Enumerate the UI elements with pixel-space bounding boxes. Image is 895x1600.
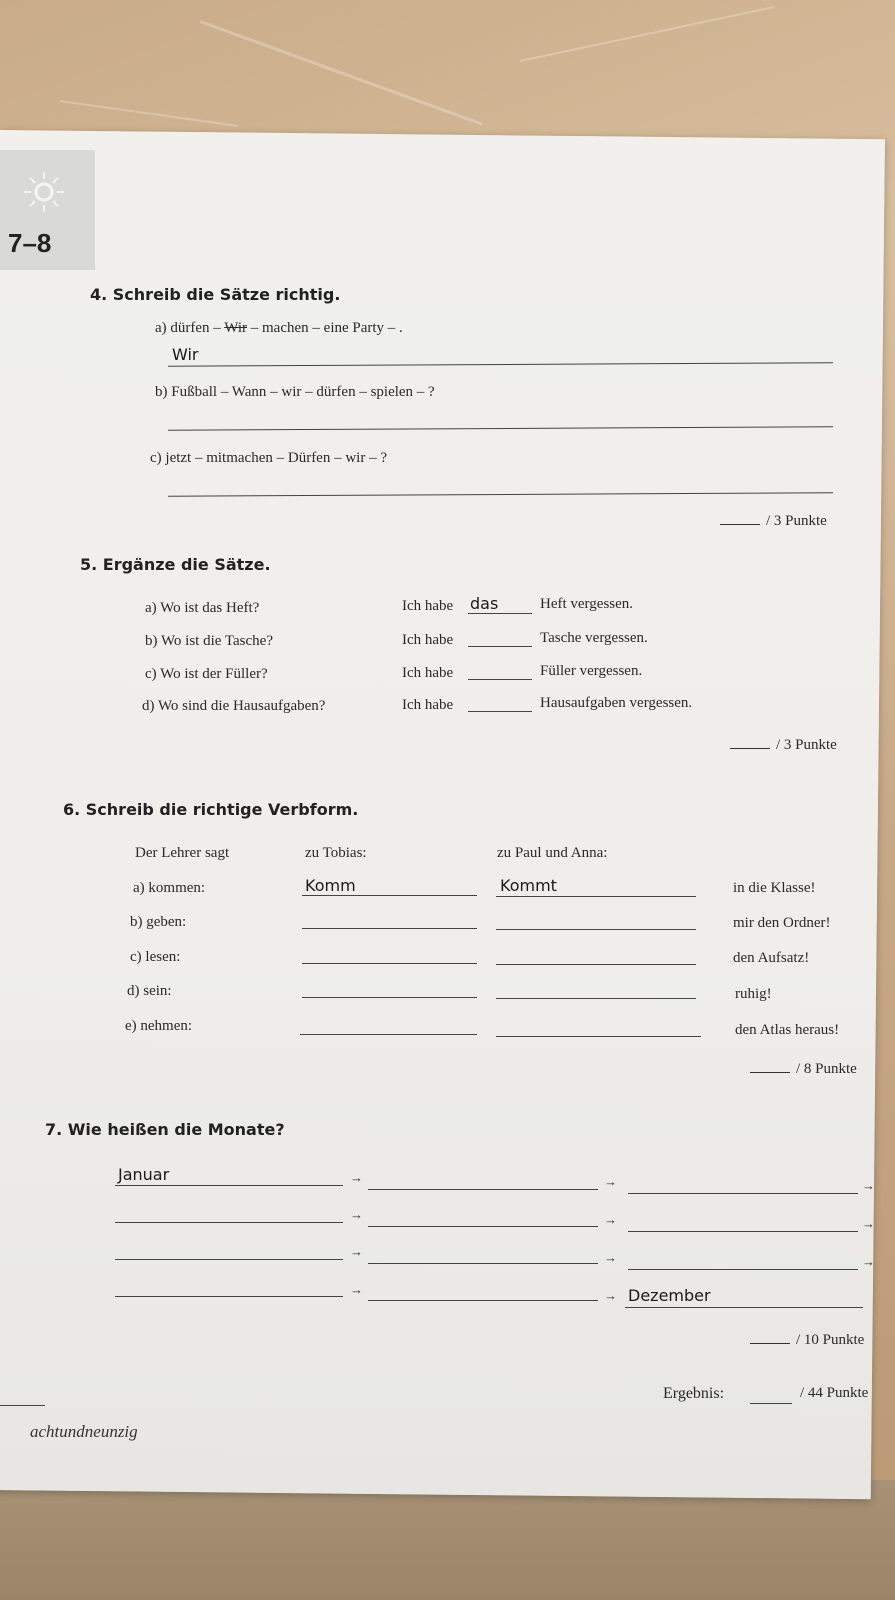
exercise-5d-mid: Ich habe [402, 697, 454, 713]
exercise-4-score-text: / 3 Punkte [766, 513, 827, 529]
month-line[interactable] [368, 1189, 598, 1190]
exercise-5-title: 5. Ergänze die Sätze. [80, 555, 271, 574]
exercise-5a-mid: Ich habe [402, 598, 454, 614]
page-number: achtundneunzig [30, 1422, 138, 1441]
exercise-5-score [730, 737, 837, 754]
exercise-6d-tobias-line[interactable] [302, 997, 477, 998]
exercise-4b-prompt: b) Fußball – Wann – wir – dürfen – spielen – ? [155, 384, 435, 400]
arrow-icon: → [604, 1250, 617, 1265]
sun-icon [22, 170, 66, 214]
exercise-5d-question: d) Wo sind die Hausaufgaben? [142, 698, 326, 714]
exercise-6b-paul-line[interactable] [496, 929, 696, 930]
month-line[interactable] [115, 1296, 343, 1297]
exercise-5c-question: c) Wo ist der Füller? [145, 666, 268, 682]
exercise-4a-prompt-post: – machen – eine Party – . [247, 320, 403, 336]
exercise-6b-verb: b) geben: [130, 914, 187, 930]
arrow-icon: → [604, 1174, 617, 1189]
month-line [625, 1307, 863, 1308]
exercise-6e-paul-line[interactable] [496, 1036, 701, 1037]
exercise-6a-paul-answer[interactable]: Kommt [500, 876, 557, 895]
exercise-4-title: 4. Schreib die Sätze richtig. [90, 285, 341, 304]
exercise-6d-end: ruhig! [735, 986, 772, 1002]
exercise-5b-question: b) Wo ist die Tasche? [145, 633, 273, 649]
exercise-6-col-tobias: zu Tobias: [305, 845, 367, 861]
exercise-5b-answer-line[interactable] [468, 646, 532, 647]
exercise-4a-prompt-pre: a) dürfen – [155, 320, 225, 336]
exercise-6e-end: den Atlas heraus! [735, 1022, 840, 1038]
month-line [115, 1185, 343, 1186]
month-line[interactable] [368, 1263, 598, 1264]
arrow-icon: → [350, 1207, 363, 1222]
month-line[interactable] [628, 1269, 858, 1270]
month-line[interactable] [628, 1193, 858, 1194]
exercise-5c-end: Füller vergessen. [540, 663, 643, 679]
exercise-6c-tobias-line[interactable] [302, 963, 477, 964]
score-blank[interactable] [750, 1072, 790, 1073]
exercise-6-col-paul-anna: zu Paul und Anna: [497, 845, 608, 861]
month-january[interactable]: Januar [118, 1165, 170, 1184]
exercise-5a-end: Heft vergessen. [540, 596, 634, 612]
exercise-6a-tobias-line [302, 895, 477, 896]
exercise-6c-end: den Aufsatz! [733, 950, 810, 966]
score-blank[interactable] [730, 748, 770, 749]
arrow-icon: → [350, 1170, 363, 1185]
arrow-icon: → [862, 1216, 875, 1231]
exercise-6a-paul-line [496, 896, 696, 897]
exercise-4c-prompt: c) jetzt – mitmachen – Dürfen – wir – ? [150, 450, 387, 466]
arrow-icon: → [604, 1212, 617, 1227]
exercise-5c-mid: Ich habe [402, 665, 454, 681]
result-score: / 44 Punkte [800, 1385, 869, 1401]
footer-rule [0, 1405, 45, 1406]
exercise-5a-question: a) Wo ist das Heft? [145, 600, 260, 616]
unit-label: 7–8 [8, 228, 52, 258]
score-blank[interactable] [750, 1343, 790, 1344]
month-line[interactable] [368, 1226, 598, 1227]
exercise-6-score [750, 1061, 857, 1078]
exercise-7-score-text: / 10 Punkte [796, 1332, 865, 1348]
exercise-5a-answer-line [468, 613, 532, 614]
exercise-5a-answer[interactable]: das [470, 594, 499, 613]
exercise-5-score-text: / 3 Punkte [776, 737, 837, 753]
month-line[interactable] [115, 1222, 343, 1223]
exercise-7-score [750, 1332, 864, 1349]
exercise-5b-mid: Ich habe [402, 632, 454, 648]
exercise-6-title: 6. Schreib die richtige Verbform. [63, 800, 359, 819]
arrow-icon: → [862, 1178, 875, 1193]
exercise-4a-answer[interactable]: Wir [172, 345, 199, 364]
exercise-6-col-speaker: Der Lehrer sagt [135, 845, 230, 861]
result-label: Ergebnis: [663, 1385, 725, 1402]
score-blank[interactable] [720, 524, 760, 525]
month-line[interactable] [368, 1300, 598, 1301]
exercise-5d-answer-line[interactable] [468, 711, 532, 712]
exercise-6a-tobias-answer[interactable]: Komm [305, 876, 356, 895]
exercise-6a-verb: a) kommen: [133, 880, 206, 896]
exercise-6d-verb: d) sein: [127, 983, 172, 999]
exercise-5b-end: Tasche vergessen. [540, 630, 648, 646]
month-line[interactable] [628, 1231, 858, 1232]
month-december[interactable]: Dezember [628, 1286, 711, 1305]
exercise-4a-struck-word: Wir [224, 320, 248, 336]
exercise-6-score-text: / 8 Punkte [796, 1061, 857, 1077]
arrow-icon: → [604, 1288, 617, 1303]
exercise-6a-end: in die Klasse! [733, 880, 816, 896]
result-blank[interactable] [750, 1403, 792, 1404]
exercise-6b-tobias-line[interactable] [302, 928, 477, 929]
exercise-6c-verb: c) lesen: [130, 949, 181, 965]
exercise-6e-tobias-line[interactable] [300, 1034, 477, 1035]
exercise-4a-prompt [155, 320, 403, 337]
exercise-6c-paul-line[interactable] [496, 964, 696, 965]
arrow-icon: → [350, 1244, 363, 1259]
table-background [0, 0, 895, 150]
month-line[interactable] [115, 1259, 343, 1260]
exercise-6b-end: mir den Ordner! [733, 915, 831, 931]
arrow-icon: → [350, 1282, 363, 1297]
arrow-icon: → [862, 1254, 875, 1269]
exercise-6d-paul-line[interactable] [496, 998, 696, 999]
exercise-7-title: 7. Wie heißen die Monate? [45, 1120, 285, 1139]
exercise-5c-answer-line[interactable] [468, 679, 532, 680]
exercise-6e-verb: e) nehmen: [125, 1018, 193, 1034]
exercise-4-score [720, 513, 827, 530]
exercise-5d-end: Hausaufgaben vergessen. [540, 695, 693, 711]
